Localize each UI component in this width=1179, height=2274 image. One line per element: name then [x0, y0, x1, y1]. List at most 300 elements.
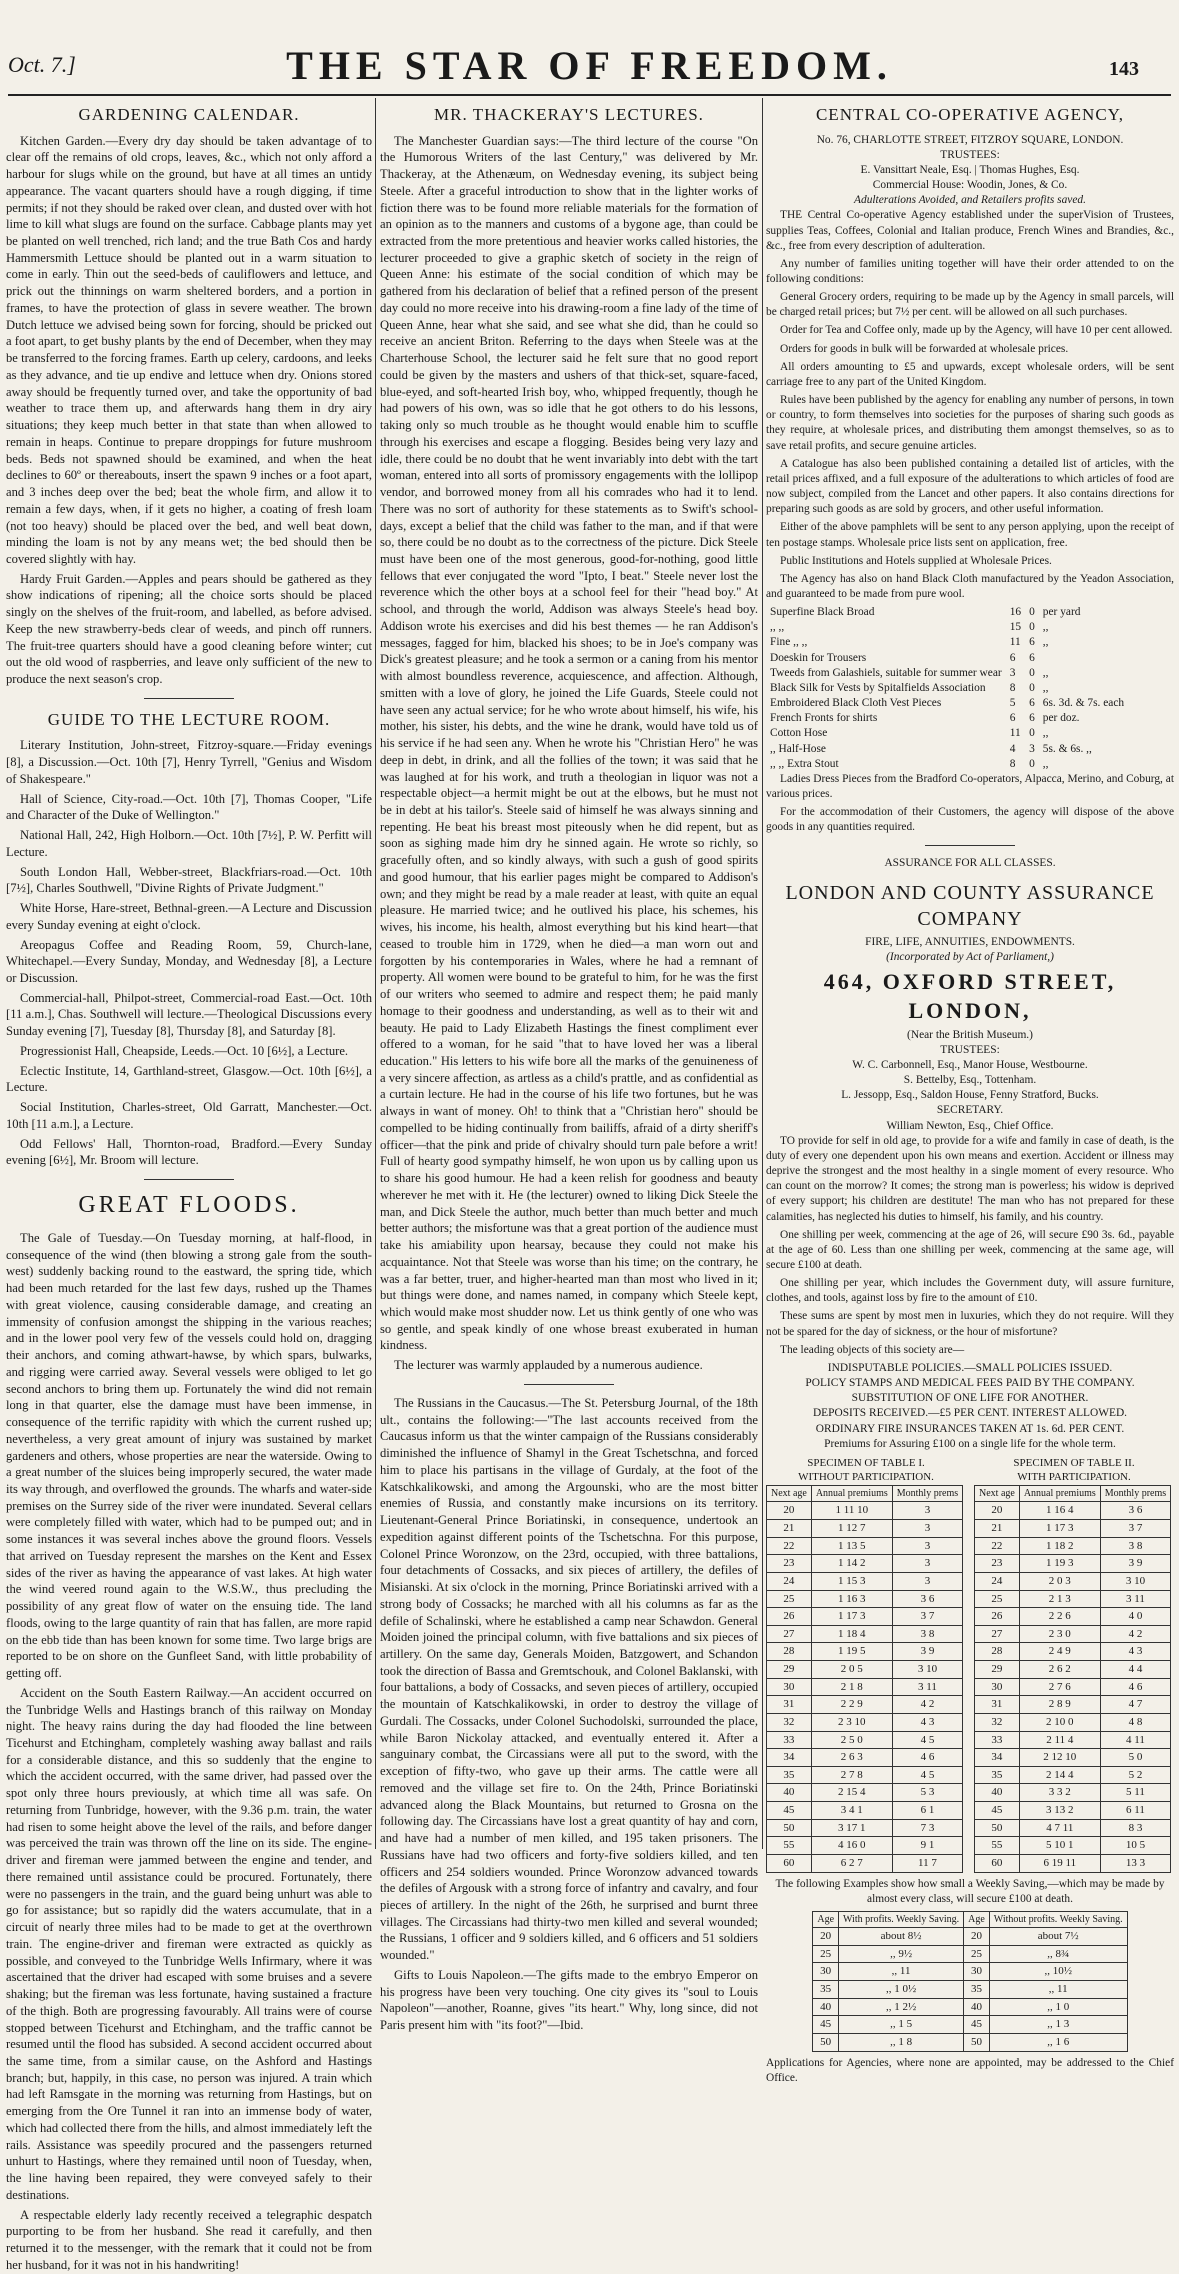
table-cell: 3 [1029, 742, 1035, 755]
russians-paragraph: Gifts to Louis Napoleon.—The gifts made to the embryo Emperor on his progress have been very touching. One city gives its "soul to Louis Napoleon"—another, Roanne, gives "its heart." Why, long since, did not Paris present him with "its foot?"—Ibid. [380, 1967, 758, 2033]
agency-paragraph: Rules have been published by the agency for enabling any number of persons, in town or country, to form themselves into societies for the purposes of sharing such goods as they require, at wholesale prices, and distributing them amongst themselves, so as to save retail profits, and secure genuine articles. [766, 394, 1174, 452]
table-cell: 45 [767, 1802, 812, 1820]
table-row [975, 1625, 1171, 1643]
commercial-house: Commercial House: Woodin, Jones, & Co. [872, 179, 1068, 192]
table-row [975, 1537, 1171, 1555]
trustee: W. C. Carbonnell, Esq., Manor House, Westbourne. [852, 1058, 1088, 1071]
table-cell: 0 [1029, 681, 1035, 694]
table-cell: 45 [964, 2016, 990, 2034]
table-cell: Embroidered Black Cloth Vest Pieces [770, 697, 942, 710]
table-row [813, 1998, 1127, 2016]
table-cell: 3 17 1 [811, 1819, 892, 1837]
table-cell: 5 0 [1100, 1749, 1170, 1767]
trustees-label: TRUSTEES: [940, 148, 1000, 161]
table-cell: 20 [975, 1502, 1020, 1520]
table-cell: 1 19 5 [811, 1643, 892, 1661]
table-cell: 6 19 11 [1019, 1854, 1100, 1872]
agency-paragraph: Order for Tea and Coffee only, made up by the Agency, will have 10 per cent allowed. [780, 324, 1173, 337]
table-cell: 3 6 [892, 1590, 962, 1608]
cloth-outro-paragraph: Ladies Dress Pieces from the Bradford Co-operators, Alpacca, Merino, and Coburg, at various prices. [766, 772, 1174, 801]
masthead: THE STAR OF FREEDOM. [286, 43, 893, 88]
assurance-paragraph: The leading objects of this society are— [780, 1343, 965, 1356]
table-cell: 25 [767, 1590, 812, 1608]
table-cell: 3 6 [1100, 1502, 1170, 1520]
table-cell: ,, 1 8 [839, 2033, 964, 2051]
premium-table-1 [766, 1485, 963, 1872]
table-row [975, 1661, 1171, 1679]
table-row [767, 1661, 963, 1679]
table-cell: 26 [975, 1608, 1020, 1626]
table-row [767, 1837, 963, 1855]
table1-sub: WITHOUT PARTICIPATION. [798, 1471, 934, 1484]
table-cell: 6 [1029, 712, 1035, 725]
issue-date: Oct. 7.] [8, 52, 76, 77]
table-cell: 5 2 [1100, 1766, 1170, 1784]
table-cell: ,, ,, [770, 621, 785, 634]
table-row [975, 1802, 1171, 1820]
table-cell: 3 11 [1100, 1590, 1170, 1608]
table-cell: ,, [1042, 636, 1049, 649]
table-cell: 26 [767, 1608, 812, 1626]
table-cell: ,, 1 3 [989, 2016, 1127, 2034]
assurance-near: (Near the British Museum.) [907, 1028, 1033, 1041]
table-cell: 3 [892, 1572, 962, 1590]
price-row [766, 620, 1128, 635]
thackeray-heading: MR. THACKERAY'S LECTURES. [434, 105, 704, 124]
table-row [767, 1854, 963, 1872]
table-cell: 10 5 [1100, 1837, 1170, 1855]
floods-paragraph: A respectable elderly lady recently received a telegraphic despatch purporting to be from her husband. She read it carefully, and then returned it to the messenger, with the remark that it could not be from her husband, for it was not in his handwriting! [6, 2207, 372, 2272]
table-row [813, 2033, 1127, 2051]
table-row [767, 1696, 963, 1714]
column-divider [762, 98, 763, 1849]
table-row [975, 1819, 1171, 1837]
table-cell: 35 [767, 1766, 812, 1784]
assurance-address: 464, OXFORD STREET, LONDON, [823, 969, 1117, 1024]
table-cell: ,, 10½ [989, 1963, 1127, 1981]
table-cell: 3 10 [892, 1661, 962, 1679]
table-header-cell: Annual premiums [1019, 1486, 1100, 1502]
premium-table-2 [974, 1485, 1171, 1872]
table-cell: 4 2 [892, 1696, 962, 1714]
table-cell: 8 [1009, 681, 1016, 694]
agency-text [766, 208, 1174, 568]
table-row [767, 1784, 963, 1802]
table-cell: 4 7 11 [1019, 1819, 1100, 1837]
table-cell: 3 [892, 1537, 962, 1555]
table-cell: 4 16 0 [811, 1837, 892, 1855]
table-cell: 1 17 3 [811, 1608, 892, 1626]
agency-paragraph: THE Central Co-operative Agency established under the superVision of Trustees, supplies Teas, Coffees, Colonial and Italian produce, French Wines and Brandies, &c., &c., free from every description of adulteration. [766, 209, 1174, 252]
table-cell: 25 [813, 1945, 839, 1963]
footer-note: Applications for Agencies, where none are appointed, may be addressed to the Chief Office. [766, 2056, 1174, 2084]
table-cell: 2 4 9 [1019, 1643, 1100, 1661]
table-row [975, 1713, 1171, 1731]
cloth-outro [766, 772, 1174, 836]
table-header-row [975, 1486, 1171, 1502]
table-cell: 2 5 0 [811, 1731, 892, 1749]
table-cell: 2 3 10 [811, 1713, 892, 1731]
secretary-label: SECRETARY. [936, 1104, 1004, 1117]
table-row [975, 1766, 1171, 1784]
agency-paragraph: Public Institutions and Hotels supplied at Wholesale Prices. [780, 554, 1052, 567]
price-row [766, 605, 1128, 620]
table-cell: 2 11 4 [1019, 1731, 1100, 1749]
table-cell: 11 7 [892, 1854, 962, 1872]
thackeray-article [380, 133, 758, 1374]
table-cell: ,, 9½ [839, 1945, 964, 1963]
lecture-listing: National Hall, 242, High Holborn.—Oct. 10th [7½], P. W. Perfitt will Lecture. [6, 828, 372, 859]
table-cell: 13 3 [1100, 1854, 1170, 1872]
table-cell: 4 6 [1100, 1678, 1170, 1696]
table-row [767, 1766, 963, 1784]
table-cell: 2 1 8 [811, 1678, 892, 1696]
table-cell: 30 [813, 1963, 839, 1981]
table-cell: 6 2 7 [811, 1854, 892, 1872]
table-cell: 24 [975, 1572, 1020, 1590]
table-row [767, 1802, 963, 1820]
assurance-paragraph: One shilling per week, commencing at the age of 26, will secure £90 3s. 6d., payable at the age of 60. Less than one shilling per week, commencing at the same age, will secure £100 at death. [766, 1228, 1174, 1271]
table-cell: 35 [813, 1981, 839, 1999]
table-cell: 1 17 3 [1019, 1520, 1100, 1538]
table-row [767, 1713, 963, 1731]
floods-paragraph: The Gale of Tuesday.—On Tuesday morning, at half-flood, in consequence of the wind (then blowing a strong gale from the south-west) suddenly backing round to the eastward, the spring tide, which had been much retarded for the last few days, rushed up the Thames with great violence, causing considerable damage, and creating an immensity of confusion amongst the shipping in the various reaches; and in the lower pool very few of the vessels could hold on, dragging their anchors, and coming athwart-hawse, by which spars, bulwarks, and rigging were carried away. Several vessels were obliged to let go second anchors to bring them up. Fortunately the wind did not remain long in that quarter, else the damage must have been immense, in consequence of the terrific rapidity with which the current rushed up; nevertheless, a very great amount of injury was sustained by market gardeners and others, whose properties are near the waterside. Owing to a great number of the sluices being improperly secured, the water made its way through, and overflowed the grounds. The wharfs and water-side premises on the Surrey side of the river were inundated. Several cellars were completely filled with water, which had to be pumped out; and in some instances it was several inches above the ground floors. Vessels that arrived on Tuesday represent the marshes on the Kent and Essex sides of the river as having the appearance of vast lakes. At high water the wind veered round again to the W.S.W., thus precluding the possibility of any great flow of water on the ensuing tide. The land floods, owing to the large quantity of rain that has fallen, are more rapid on the ebb tide than has been known for some time. Two large brigs are reported to be on shore on the Gunfleet Sand, with little probability of getting off. [6, 1230, 372, 1681]
table-cell: 2 3 0 [1019, 1625, 1100, 1643]
table-cell: 7 3 [892, 1819, 962, 1837]
table-cell: 1 11 10 [811, 1502, 892, 1520]
column-2 [380, 98, 758, 2033]
lecture-heading: GUIDE TO THE LECTURE ROOM. [47, 709, 331, 729]
header-rule [8, 94, 1171, 96]
table-cell: 2 10 0 [1019, 1713, 1100, 1731]
table-cell: per doz. [1042, 712, 1080, 725]
society-object: POLICY STAMPS AND MEDICAL FEES PAID BY THE COMPANY. [805, 1377, 1135, 1390]
table-cell: 21 [767, 1520, 812, 1538]
table-cell: 6 1 [892, 1802, 962, 1820]
table-header-cell: Next age [975, 1486, 1020, 1502]
table-cell: 1 16 4 [1019, 1502, 1100, 1520]
separator [144, 698, 234, 699]
table-cell: 23 [975, 1555, 1020, 1573]
lecture-listing: Eclectic Institute, 14, Garthland-street, Glasgow.—Oct. 10th [6½], a Lecture. [6, 1063, 372, 1095]
table-row [975, 1572, 1171, 1590]
table-cell: ,, [1042, 727, 1049, 740]
assurance-incorp: (Incorporated by Act of Parliament,) [886, 950, 1054, 963]
table-cell: 3 13 2 [1019, 1802, 1100, 1820]
table-cell: Cotton Hose [770, 727, 828, 740]
table-row [975, 1837, 1171, 1855]
table-row [975, 1749, 1171, 1767]
table-cell: ,, 1 0 [989, 1998, 1127, 2016]
table-cell: 35 [964, 1981, 990, 1999]
cloth-price-table [766, 605, 1128, 772]
table-cell: 45 [975, 1802, 1020, 1820]
table-row [767, 1731, 963, 1749]
separator [144, 1179, 234, 1180]
table-cell: 23 [767, 1555, 812, 1573]
table-cell: 2 0 5 [811, 1661, 892, 1679]
lecture-listing: Literary Institution, John-street, Fitzroy-square.—Friday evenings [8], a Discussion.—Oct. 10th [7], Henry Tyrrell, "Genius and Wisdom of Shakespeare." [6, 738, 372, 786]
table-header-row [813, 1911, 1127, 1927]
table-cell: 1 12 7 [811, 1520, 892, 1538]
table-cell: 0 [1029, 666, 1035, 679]
table-row [813, 2016, 1127, 2034]
table-row [767, 1502, 963, 1520]
cloth-outro-paragraph: For the accommodation of their Customers, the agency will dispose of the above goods in any quantities required. [766, 806, 1174, 834]
table-cell: 2 8 9 [1019, 1696, 1100, 1714]
price-row [766, 711, 1128, 726]
table-cell: ,, 1 6 [989, 2033, 1127, 2051]
table-cell: 60 [767, 1854, 812, 1872]
russians-article [380, 1395, 758, 2034]
table-cell: 2 6 2 [1019, 1661, 1100, 1679]
table-cell: 2 2 9 [811, 1696, 892, 1714]
table-header-cell: Without profits. Weekly Saving. [989, 1911, 1127, 1927]
table-row [975, 1678, 1171, 1696]
table-cell: ,, 1 2½ [839, 1998, 964, 2016]
table-cell: 30 [767, 1678, 812, 1696]
agency-paragraph: Orders for goods in bulk will be forwarded at wholesale prices. [780, 342, 1069, 355]
lecture-listing: Social Institution, Charles-street, Old Garratt, Manchester.—Oct. 10th [11 a.m.], a Lecture. [6, 1100, 372, 1131]
table-cell: about 8½ [839, 1928, 964, 1946]
column-3 [766, 98, 1174, 2084]
table-cell: 6 11 [1100, 1802, 1170, 1820]
table-cell: 4 [1009, 742, 1016, 755]
table-cell: 15 [1009, 621, 1022, 634]
price-row [766, 726, 1128, 741]
society-objects [766, 1361, 1174, 1437]
table-header-cell: Next age [767, 1486, 812, 1502]
floods-article [6, 1230, 372, 2274]
table-cell: 3 [892, 1520, 962, 1538]
table-row [767, 1520, 963, 1538]
table-row [975, 1502, 1171, 1520]
lecture-listing: Areopagus Coffee and Reading Room, 59, Church-lane, Whitechapel.—Every Sunday, Monday, and Wednesday [8], a Lecture or Discussion. [6, 937, 372, 985]
table-cell: 3 8 [1100, 1537, 1170, 1555]
assurance-text [766, 1134, 1174, 1358]
column-1 [6, 98, 372, 2272]
table-row [813, 1963, 1127, 1981]
price-row [766, 635, 1128, 650]
table-cell: 34 [767, 1749, 812, 1767]
table-row [975, 1520, 1171, 1538]
table-cell: 6 [1029, 636, 1035, 649]
table-cell: 0 [1029, 606, 1035, 619]
table-cell: ,, 1 5 [839, 2016, 964, 2034]
table-row [813, 1945, 1127, 1963]
gardening-article [6, 133, 372, 688]
table-cell: 4 5 [892, 1766, 962, 1784]
table-cell: 6 [1029, 697, 1035, 710]
table-cell: 1 18 4 [811, 1625, 892, 1643]
page-number: 143 [1109, 58, 1139, 80]
table-row [975, 1854, 1171, 1872]
table-cell: 3 [892, 1555, 962, 1573]
table-cell: 20 [767, 1502, 812, 1520]
table-header-cell: Monthly prems [892, 1486, 962, 1502]
table-cell: 50 [975, 1819, 1020, 1837]
table-row [975, 1696, 1171, 1714]
table-cell: 22 [975, 1537, 1020, 1555]
table-cell: 1 16 3 [811, 1590, 892, 1608]
table-cell [1039, 651, 1128, 666]
price-row [766, 742, 1128, 757]
gardening-paragraph: Kitchen Garden.—Every dry day should be taken advantage of to clear off the remains of old crops, leaves, &c., which not only afford a harbour for slugs while on the ground, but have at all times an untidy appearance. The vacant quarters should have a rough digging, if time permits; if not they should be raked over clean, and dusted over with hot lime to kill what slugs are found on the surface. Cabbage plants may yet be planted on well trenched, rich land; and the true Bath Cos and hardy Hammersmith Lettuce should be planted out in a warm situation to come in early. Thin out the seed-beds of cauliflowers and lettuce, and prick out the thinnings on warm sheltered borders, and a portion in frames, to have the protection of glass in severe weather. The brown Dutch lettuce we advised being sown for forcing, should be pricked out a foot apart, to get bushy plants by the end of December, when they may be transferred to the forcing frames. Earth up celery, cardoons, and leeks as they advance, and tie up endive and lettuce when dry. Onions stored away should be frequently turned over, and take the opportunity of bad weather to trace them up, and afterwards hang them in dry airy situations; they keep much better in that state than when allowed to remain in heaps. Continue to prepare droppings for future mushroom beds. Beds not spawned should be examined, and when the heat declines to 60º or thereabouts, insert the spawn 9 inches or a foot apart, and 3 inches deep over the bed; beat the whole firm, and allow it to remain a few days, when, if it gets no higher, a coating of fresh loam (not too heavy) should be placed over the bed, and well beat down, minding the loam is not by any means wet; the bed should then be covered slightly with hay. [6, 133, 372, 566]
table-cell: 28 [767, 1643, 812, 1661]
table-header-cell: Annual premiums [811, 1486, 892, 1502]
table-cell: ,, [1042, 666, 1049, 679]
table-row [975, 1784, 1171, 1802]
table-header-cell: Monthly prems [1100, 1486, 1170, 1502]
table-cell: 5 [1009, 697, 1016, 710]
table-cell: 4 3 [1100, 1643, 1170, 1661]
table-cell: 3 9 [892, 1643, 962, 1661]
table-cell: 16 [1009, 606, 1022, 619]
table-cell: 11 [1009, 636, 1021, 649]
table-cell: 3 7 [892, 1608, 962, 1626]
table-cell: 1 19 3 [1019, 1555, 1100, 1573]
separator [925, 845, 1015, 846]
assurance-sub: FIRE, LIFE, ANNUITIES, ENDOWMENTS. [865, 935, 1075, 948]
trustee: L. Jessopp, Esq., Saldon House, Fenny Stratford, Bucks. [841, 1089, 1099, 1102]
agency-paragraph: General Grocery orders, requiring to be made up by the Agency in small parcels, will be charged retail prices; but 7½ per cent. will be allowed on all such purchases. [766, 291, 1174, 319]
agency-paragraph: Either of the above pamphlets will be sent to any person applying, upon the receipt of ten postage stamps. Wholesale price lists sent on application, free. [766, 521, 1174, 549]
table-cell: 30 [975, 1678, 1020, 1696]
table-row [767, 1678, 963, 1696]
adulterations-line: Adulterations Avoided, and Retailers profits saved. [854, 194, 1086, 207]
table-cell: 11 [1009, 727, 1021, 740]
table-row [767, 1590, 963, 1608]
table-cell: 4 8 [1100, 1713, 1170, 1731]
table-cell: 8 [1009, 757, 1016, 770]
table-cell: 4 7 [1100, 1696, 1170, 1714]
table-row [767, 1819, 963, 1837]
table-cell: 0 [1029, 621, 1035, 634]
table-row [975, 1731, 1171, 1749]
table-cell: 0 [1029, 757, 1035, 770]
table-cell: 27 [767, 1625, 812, 1643]
price-row [766, 757, 1128, 772]
table-cell: 2 14 4 [1019, 1766, 1100, 1784]
table-cell: 50 [813, 2033, 839, 2051]
table-row [975, 1643, 1171, 1661]
table-cell: 1 14 2 [811, 1555, 892, 1573]
table-cell: 40 [964, 1998, 990, 2016]
table-cell: 2 15 4 [811, 1784, 892, 1802]
agency-heading: CENTRAL CO-OPERATIVE AGENCY, [815, 105, 1125, 124]
thackeray-paragraph: The Manchester Guardian says:—The third lecture of the course "On the Humorous Writers of the last Century," was delivered by Mr. Thackeray, at the Athenæum, on Wednesday evening, its subject being Steele. After a graceful introduction to show that in the lighter works of fiction there was to be found more reliable materials for the formation of an opinion as to the manners and customs of a bygone age, than could be extracted from the more pretentious and heavier works called histories, the lecturer proceeded to give a graphic sketch of society in the reign of Queen Anne: his estimate of the social condition of which may be gathered from his declaration of belief that a refined person of the present day could no more receive into his drawing-room a fine lady of the time of Queen Anne, hear what she said, and see what she did, than he could so receive an ancient Briton. Referring to the days when Steele was at the Charterhouse School, the lecturer said he felt sure that no good report could be given by the masters and ushers of that thick-set, square-faced, blue-eyed, and soft-hearted Irish boy, who, whipped frequently, though he had powers of his own, was so idle that he got others to do his lessons, taking only so much trouble as he thought would enable him to scuffle through his exercises and escape a flogging. Besides being very lazy and idle, there could be no doubt that he went invariably into debt with the tart woman, entered into all sorts of promissory engagements with the lollipop vendor, and borrowed money from all his comrades who had it to lend. There was no sort of authority for these statements as to Swift's school-days, except a belief that the child was father to the man, and if that were so, there could be no doubt as to the correctness of the picture. Dick Steele must have been one of the most generous, good-for-nothing, good little fellows that ever conjugated the word "Ipto, I beat." Steele never lost the reverence which the other boys at a school feel for their "head boy." At school, and through the world, Addison was always Steele's head boy. Addison wrote his exercises and did his best themes — he ran Addison's messages, fagged for him, blacked his shoes; to be in Joe's company was Dick's greatest pleasure; and he took a sermon or a caning from his mentor with almost boundless reverence, acquiescence, and affection. Although, smitten with a love of glory, he joined the Life Guards, Steele could not have seen any actual service; for he who wrote about himself, his wife, his mother, his sister, his debts, and the wine he drank, would have told us of his service if he had seen any. When he wrote his "Christian Hero" he was deep in debt, in drink, and all the follies of the town; it was said that he was laughed at for his work, and truth a theologian in liquor was not a respectable object—a hermit might be out at the elbows, but he must not be in debt at his tailor's. Steele said of himself he was always sinning and repenting. He beat his breast most piteously when he did repent, but as soon as sighing made him dry he sinned again. He wrote so richly, so gracefully often, and so kindly always, with such a gush of good spirits and good humour, that his earlier pages might be compared to Addison's own; and they might be read by a male reader at least, with quite an equal pleasure. He married twice; and he outlived his place, his schemes, his wives, his income, his health, almost everything but his kind heart—that ceased to trouble him in 1729, when he died—a man worn out and forgotten by his contemporaries in Wales, where he had a remnant of property. All women were bound to be grateful to him, for he was the first of our writers who seemed to admire and respect them; he paid manly homage to their goodness and understanding, as well as to their wit and beauty. He paid to Lady Elizabeth Hastings the finest compliment ever offered to a woman, for he said "that to have loved her was a liberal education." His letters to his wife bore all the marks of the genuineness of a very sincere affection, as artless as a child's prattle, and as confidential as a curtain lecture. He had in the course of his life two fortunes, but he was always in want of money. Oh! to think that a "Christian hero" should be compelled to be hiding continually from bailiffs, afraid of a dirty sheriff's officer—that the pink and pride of chivalry should turn pale before a writ! Full of hearty good sympathy himself, he won upon us by calling upon us to share his good humour. He had a keen relish for goodness and beauty wherever he met with it. He (the lecturer) owned to liking Dick Steele the man, and Dick Steele the author, much better than much better and much better authors; the misfortune was that a great portion of the audience must take his amiability upon hearsay, because they could not make his acquaintance. Not that Steele was worse than his time; on the contrary, he was a far better, truer, and higher-hearted man than most who lived in it; but things were done, and names named, in company which Steele kept, which would make most shudder now. Let us think gently of one who was so gentle, and speak kindly of one whose breast exuberated in human kindness. [380, 133, 758, 1353]
secretary: William Newton, Esq., Chief Office. [886, 1119, 1054, 1132]
table-cell: 3 8 [892, 1625, 962, 1643]
table-cell: 2 0 3 [1019, 1572, 1100, 1590]
table-cell: 3 10 [1100, 1572, 1170, 1590]
table-cell: 32 [975, 1713, 1020, 1731]
table-cell: 30 [964, 1963, 990, 1981]
table-cell: 6 [1009, 651, 1016, 664]
table-cell: 31 [767, 1696, 812, 1714]
table-cell: 40 [813, 1998, 839, 2016]
price-row [766, 666, 1128, 681]
gardening-paragraph: Hardy Fruit Garden.—Apples and pears should be gathered as they show indications of ripening; all the choice sorts should be placed singly on the shelves of the fruit-room, and labelled, as before advised. Keep the new strawberry-beds clear of weeds, and pinch off runners. The fruit-tree quarters should have a good cleaning before winter; cut out the old wood of raspberries, and leave only sufficient of the new to produce the next season's crop. [6, 571, 372, 687]
table-cell: 29 [767, 1661, 812, 1679]
table-cell: 4 11 [1100, 1731, 1170, 1749]
table-cell: 55 [975, 1837, 1020, 1855]
assurance-paragraph: One shilling per year, which includes the Government duty, will assure furniture, clothes, and tools, against loss by fire to the amount of £10. [766, 1277, 1174, 1305]
table-cell: 22 [767, 1537, 812, 1555]
table-row [767, 1555, 963, 1573]
table-cell: 3 9 [1100, 1555, 1170, 1573]
column-divider [375, 98, 376, 1849]
agency-paragraph: Any number of families uniting together will have their order attended to on the following conditions: [766, 257, 1174, 286]
table-cell: Doeskin for Trousers [770, 651, 867, 664]
trustees-line: E. Vansittart Neale, Esq. | Thomas Hughes, Esq. [860, 163, 1080, 176]
table-cell: ,, Half-Hose [770, 742, 826, 755]
trustee: S. Bettelby, Esq., Tottenham. [903, 1074, 1037, 1087]
table-cell: 4 6 [892, 1749, 962, 1767]
lecture-listing: White Horse, Hare-street, Bethnal-green.—A Lecture and Discussion every Sunday evening at eight o'clock. [6, 901, 372, 932]
table-row [813, 1928, 1127, 1946]
table-row [767, 1625, 963, 1643]
table-cell: 4 5 [892, 1731, 962, 1749]
assurance-trustees-label: TRUSTEES: [940, 1043, 1000, 1056]
table-cell: 6 [1029, 651, 1035, 664]
table-row [767, 1608, 963, 1626]
table-cell: 2 2 6 [1019, 1608, 1100, 1626]
table-cell: 34 [975, 1749, 1020, 1767]
table-cell: 28 [975, 1643, 1020, 1661]
table-cell: 25 [975, 1590, 1020, 1608]
table-row [767, 1537, 963, 1555]
table-cell: about 7½ [989, 1928, 1127, 1946]
table-cell: Black Silk for Vests by Spitalfields Association [770, 681, 986, 694]
page-header [0, 0, 1179, 92]
table-cell: Tweeds from Galashiels, suitable for summer wear [770, 666, 1002, 679]
table-cell: 6s. 3d. & 7s. each [1042, 697, 1125, 710]
society-object: SUBSTITUTION OF ONE LIFE FOR ANOTHER. [851, 1392, 1089, 1405]
table-cell: 5 10 1 [1019, 1837, 1100, 1855]
table-cell: 6 [1009, 712, 1016, 725]
lecture-listing: Hall of Science, City-road.—Oct. 10th [7], Thomas Cooper, "Life and Character of the Duke of Wellington." [6, 791, 372, 823]
table-cell: 4 3 [892, 1713, 962, 1731]
table-header-row [767, 1486, 963, 1502]
premium-tables [766, 1456, 1174, 1873]
table-cell: 2 12 10 [1019, 1749, 1100, 1767]
floods-heading: GREAT FLOODS. [78, 1192, 300, 1219]
table-row [975, 1590, 1171, 1608]
table-cell: 9 1 [892, 1837, 962, 1855]
table-row [813, 1981, 1127, 1999]
table-cell: 8 3 [1100, 1819, 1170, 1837]
table-header-cell: With profits. Weekly Saving. [839, 1911, 964, 1927]
russians-paragraph: The Russians in the Caucasus.—The St. Petersburg Journal, of the 18th ult., contains the following:—"The last accounts received from the Caucasus inform us that the winter campaign of the Russians considerably diminished the influence of Shamyl in the Great Tschetschna, and forced him to place his partisans in the village of Gurdaly, at the foot of the Katschkalikowski, and among the Argounski, who are the most bitter enemies of Russia, and constantly make incursions on its territory. Lieutenant-General Prince Boriatinski, in consequence, undertook an expedition against different points of the Tschetschna. For this purpose, Colonel Prince Woronzow, on the 23rd, occupied, with three battalions, four detachments of Cossacks, and six pieces of artillery, the defiles of Misianski. At six o'clock in the morning, Prince Boriatinski arrived with a strong body of Cossacks; he marched with all his columns as far as the defile of Schalinski, where he established a camp near Schawdon. General Moiden joined the principal column, with five battalions and six pieces of artillery. On the same day, Generals Moiden, Batzgowert, and Schandon took the direction of Bassa and Gremtschouk, and Colonel Baklanski, with four battalions, a body of Cossacks, and seven pieces of artillery, occupied the mountain of Katschkalikowski, in order to destroy the village of Gurdali. The Cossacks, under Colonel Suchodolski, surrounded the place, while Baron Nickolay attacked, and eventually entered it. After a sanguinary combat, the Circassians were all put to the sword, with the exception of fifty-two, who gave up their arms. The cattle were all removed and the village set fire to. On the 24th, Prince Boriatinski advanced along the Black Mountains, but returned to Grosna on the following day. The Circassians have lost a great quantity of hay and corn, and have had a number of men killed, and 195 taken prisoners. The Russians have had two officers and forty-five soldiers killed, and ten officers and 254 soldiers wounded. Prince Woronzow advanced towards the defiles of Argousk with a strong force of infantry and cavalry, and four pieces of artillery. In the night of the 26th, he surprised and burnt three villages. The Circassians had thirty-two men killed and several wounded; the Russians, 1 officer and 9 soldiers killed, and 6 officers and 51 soldiers wounded." [380, 1395, 758, 1963]
gardening-heading: GARDENING CALENDAR. [78, 105, 300, 124]
assurance-kicker: ASSURANCE FOR ALL CLASSES. [884, 857, 1056, 870]
society-object: ORDINARY FIRE INSURANCES TAKEN AT 1s. 6d. PER CENT. [815, 1422, 1125, 1435]
table-header-cell: Age [964, 1911, 990, 1927]
price-row [766, 651, 1128, 666]
table-cell: 3 7 [1100, 1520, 1170, 1538]
floods-paragraph: Accident on the South Eastern Railway.—An accident occurred on the Tunbridge Wells and Hastings branch of this railway on Monday night. The heavy rains during the day had flooded the line between Ticehurst and Etchingham, completely washing away ballast and rails for a considerable distance, and this so suddenly that the engine to which the accident occurred, with the same driver, had passed over the spot only three hours previously, at which time all was safe. On returning from Tunbridge, however, with the 9.36 p.m. train, the water had risen to some height above the level of the rails, and before danger was perceived the train was thrown off the line on its side. The engine-driver and fireman were jammed between the engine and tender, and there remained until assistance could be procured. Fortunately, there were no passengers in the train, and the guard being unhurt was able to go for assistance; but so rapidly did the waters accumulate, that in a circuit of nearly three miles had to be made to get at the overthrown train. The engine-driver and fireman were extracted as quickly as possible, and conveyed to the Tunbridge Wells Infirmary, where it was ascertained that the driver had escaped with some bruises and a severe shaking; but the fireman was less fortunate, having sustained a fracture of the thigh. Both are progressing favourably. All trains were of course stopped between Ticehurst and Etchingham, and the traffic cannot be resumed until the flood has subsided. A second accident occurred about the same time, from a similar cause, on the Ashford and Hastings branch; but, happily, in this case, no person was injured. A train which had left Ramsgate in the morning was returning from Hastings, but on emerging from the Ore Tunnel it ran into an immense body of water, which had collected there from the hills, and almost immediately left the rails. Assistance was speedily procured and the passengers returned unhurt to Hastings, where they remained until noon of Tuesday, when, the line having been repaired, they were conveyed safely to their destinations. [6, 1685, 372, 2202]
table-cell: ,, [1042, 757, 1049, 770]
lecture-listing: Odd Fellows' Hall, Thornton-road, Bradford.—Every Sunday evening [6½], Mr. Broom will lecture. [6, 1136, 372, 1168]
price-row [766, 681, 1128, 696]
table-cell: 33 [767, 1731, 812, 1749]
assurance-title: LONDON AND COUNTY ASSURANCE COMPANY [785, 881, 1155, 931]
separator [524, 1384, 614, 1385]
table-cell: 1 18 2 [1019, 1537, 1100, 1555]
table-cell: 3 [1009, 666, 1016, 679]
table-cell: 4 0 [1100, 1608, 1170, 1626]
